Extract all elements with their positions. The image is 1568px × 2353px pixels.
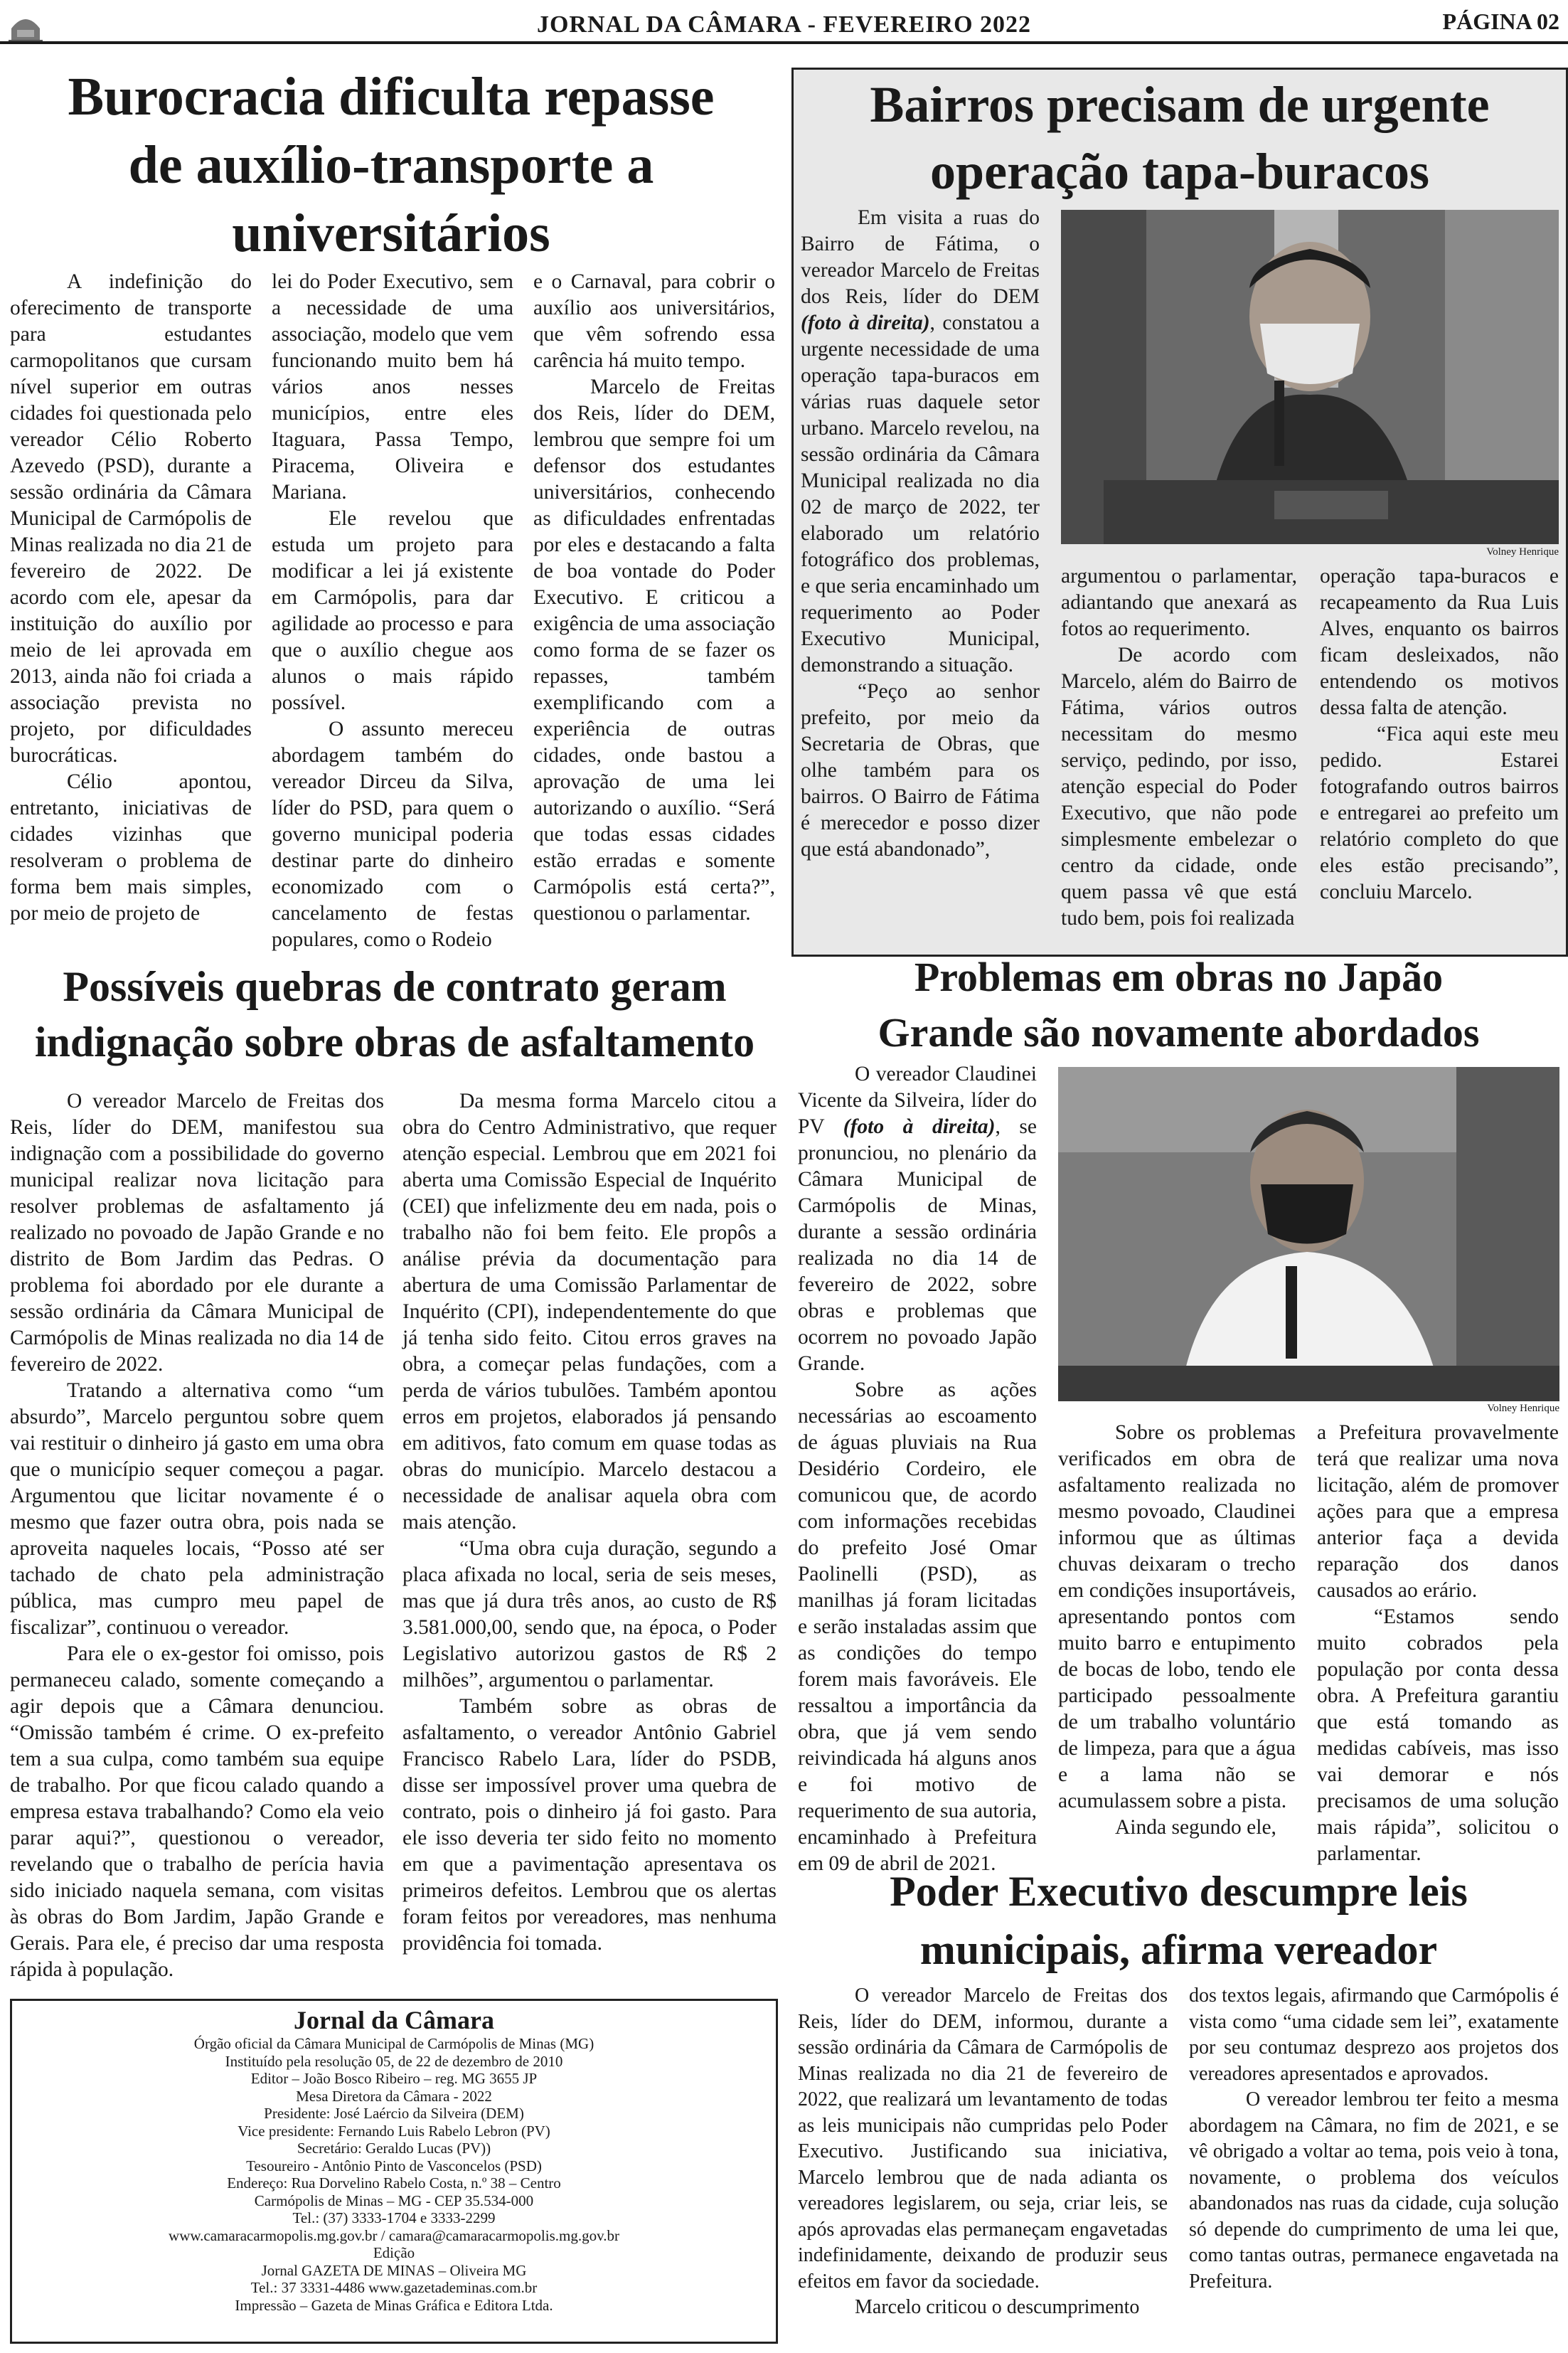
article-column: dos textos legais, afirmando que Carmópolis é vista como “uma cidade sem lei”, exatamente por seu contumaz desprezo aos projetos dos vereadores apresentados e aprovados. O vereador lembrou ter feito a mesma abordagem na Câmara, no fim de 2021, e se vê obrigado a voltar ao tema, pois veio à tona, novamente, o problema dos veículos abandonados nas ruas da cidade, cuja solução só depende do cumprimento de uma lei que, como tantas outras, permanece engavetada na Prefeitura. xyxy=(1189,1985,1559,2293)
article-column: Da mesma forma Marcelo citou a obra do Centro Administrativo, que requer atenção especial. Lembrou que em 2021 foi aberta uma Comissão Especial de Inquérito (CEI) que infelizmente deu em nada, pois o trabalho não foi bem feito. Ele propôs a análise prévia da documentação para abertura de uma Comissão Parlamentar de Inquérito (CPI), independentemente do que já tenha sido feito. Citou erros graves na obra, a começar pelas fundações, com a perda de vários tubulões. Também apontou erros em projetos, elaborados já pensando em aditivos, fato comum em quase todas as obras do município. Marcelo destacou a necessidade de analisar aquela obra com mais atenção. “Uma obra cuja duração, segundo a placa afixada no local, seria de seis meses, mas que já dura três anos, ao custo de R$ 3.581.000,00, sendo que, na época, o Poder Legislativo autorizou gastos de R$ 2 milhões”, argumentou o parlamentar. Também sobre as obras de asfaltamento, o vereador Antônio Gabriel Francisco Rabelo Lara, líder do PSDB, disse ser impossível prover uma quebra de contrato, pois o dinheiro já foi gasto. Para ele isso deveria ter sido feito no momento em que a pavimentação apresentava os primeiros defeitos. Lembrou que os alertas foram feitos por vereadores, mas nenhuma providência foi tomada. xyxy=(402,1090,777,1955)
article-headline: Poder Executivo descumpre leis municipais, afirma vereador xyxy=(890,1868,1468,1973)
masthead-line: Carmópolis de Minas – MG - CEP 35.534-000 xyxy=(254,2192,534,2209)
masthead-line: Editor – João Bosco Ribeiro – reg. MG 3655 JP xyxy=(250,2070,538,2087)
masthead-line: Endereço: Rua Dorvelino Rabelo Costa, n.º 38 – Centro xyxy=(227,2174,561,2192)
page-header xyxy=(0,0,1568,50)
masthead-line: Mesa Diretora da Câmara - 2022 xyxy=(296,2087,492,2105)
masthead-line: Edição xyxy=(373,2244,415,2261)
article-headline: Burocracia dificulta repasse de auxílio-transporte a universitários xyxy=(68,67,715,263)
article-column: lei do Poder Executivo, sem a necessidade de uma associação, modelo que vem funcionando muito bem há vários anos nesses municípios, entre eles Itaguara, Passa Tempo, Piracema, Oliveira e Mariana. Ele revelou que estuda um projeto para modificar a lei já existente em Carmópolis, para dar agilidade ao processo e para que o auxílio chegue aos alunos o mais rápido possível. O assunto mereceu abordagem também do vereador Dirceu da Silva, líder do PSD, para quem o governo municipal poderia destinar parte do dinheiro economizado com o cancelamento de festas populares, como o Rodeio xyxy=(272,270,513,951)
article-headline: Bairros precisam de urgente operação tapa-buracos xyxy=(870,76,1490,200)
photo-credit: Volney Henrique xyxy=(1487,1403,1559,1414)
masthead-box xyxy=(10,1999,778,2344)
masthead-line: Secretário: Geraldo Lucas (PV)) xyxy=(297,2140,491,2157)
article-column: a Prefeitura provavelmente terá que realizar uma nova licitação, além de promover ações para que a empresa anterior faça a devida reparação dos danos causados ao erário. “Estamos sendo muito cobrados pela população por conta dessa obra. A Prefeitura garantiu que está tomando as medidas cabíveis, mas isso vai demorar e nós precisamos de uma solução mais rápida”, solicitou o parlamentar. xyxy=(1317,1421,1559,1865)
councilman-photo xyxy=(1061,210,1559,544)
article-column: argumentou o parlamentar, adiantando que anexará as fotos ao requerimento. De acordo com Marcelo, além do Bairro de Fátima, vários outros necessitam do mesmo serviço, pedindo, por isso, atenção especial do Poder Executivo, que não pode simplesmente embelezar o centro da cidade, onde quem passa vê que está tudo bem, pois foi realizada xyxy=(1061,565,1297,930)
article-column: e o Carnaval, para cobrir o auxílio aos universitários, que vêm sofrendo essa carência há muito tempo. Marcelo de Freitas dos Reis, líder do DEM, lembrou que sempre foi um defensor dos estudantes universitários, conhecendo as dificuldades enfrentadas por eles e destacando a falta de boa vontade do Poder Executivo. E criticou a exigência de uma associação como forma de se fazer os repasses, também exemplificando com a experiência de outras cidades, onde bastou a aprovação de uma lei autorizando o auxílio. “Será que todas essas cidades estão erradas e somente Carmópolis está certa?”, questionou o parlamentar. xyxy=(533,270,775,925)
masthead-line: Instituído pela resolução 05, de 22 de dezembro de 2010 xyxy=(225,2052,563,2070)
newspaper-title: JORNAL DA CÂMARA - FEVEREIRO 2022 xyxy=(536,11,1032,38)
photo-illustration xyxy=(1058,1067,1559,1401)
masthead-line: Tesoureiro - Antônio Pinto de Vasconcelos (PSD) xyxy=(246,2157,542,2174)
article-headline: Possíveis quebras de contrato geram indignação sobre obras de asfaltamento xyxy=(34,963,755,1066)
masthead-line: Jornal GAZETA DE MINAS – Oliveira MG xyxy=(261,2261,527,2279)
photo-credit: Volney Henrique xyxy=(1486,546,1559,558)
masthead-line: Impressão – Gazeta de Minas Gráfica e Editora Ltda. xyxy=(235,2296,553,2314)
councilman-photo xyxy=(1058,1067,1559,1401)
masthead-line: Tel.: (37) 3333-1704 e 3333-2299 xyxy=(292,2209,496,2226)
header-divider xyxy=(0,41,1568,44)
article-column: Em visita a ruas do Bairro de Fátima, o vereador Marcelo de Freitas dos Reis, líder do DEM (foto à direita), constatou a urgente necessidade de uma operação tapa-buracos em várias ruas daquele setor urbano. Marcelo revelou, na sessão ordinária da Câmara Municipal realizada no dia 02 de março de 2022, ter elaborado um relatório fotográfico dos problemas, e que seria encaminhado um requerimento ao Poder Executivo Municipal, demonstrando a situação. “Peço ao senhor prefeito, por meio da Secretaria de Obras, que olhe também para os bairros. O Bairro de Fátima é merecedor e posso dizer que está abandonado”, xyxy=(801,206,1040,861)
masthead-website[interactable]: www.camaracarmopolis.mg.gov.br / camara@camaracarmopolis.mg.gov.br xyxy=(169,2226,619,2244)
photo-illustration xyxy=(1061,210,1559,544)
masthead-line: Presidente: José Laércio da Silveira (DEM) xyxy=(264,2105,524,2122)
masthead-line: Órgão oficial da Câmara Municipal de Carmópolis de Minas (MG) xyxy=(193,2035,594,2052)
article-headline: Problemas em obras no Japão Grande são novamente abordados xyxy=(878,954,1480,1056)
article-column: A indefinição do oferecimento de transporte para estudantes carmopolitanos que cursam nível superior em outras cidades foi questionada pelo vereador Célio Roberto Azevedo (PSD), durante a sessão ordinária da Câmara Municipal de Carmópolis de Minas realizada no dia 21 de fevereiro de 2022. De acordo com ele, apesar da instituição do auxílio por meio de lei aprovada em 2013, ainda não foi criada a associação prevista no projeto, por dificuldades burocráticas. Célio apontou, entretanto, iniciativas de cidades vizinhas que resolveram o problema de forma bem mais simples, por meio de projeto de xyxy=(10,270,252,925)
article-column: operação tapa-buracos e recapeamento da Rua Luis Alves, enquanto os bairros ficam desleixados, não entendendo os motivos dessa falta de atenção. “Fica aqui este meu pedido. Estarei fotografando outros bairros e entregarei ao prefeito um relatório completo do que eles estão precisando”, concluiu Marcelo. xyxy=(1320,565,1559,903)
masthead-title: Jornal da Câmara xyxy=(294,2006,494,2034)
page-number: PÁGINA 02 xyxy=(1442,9,1559,34)
article-column: O vereador Marcelo de Freitas dos Reis, líder do DEM, informou, durante a sessão ordinária da Câmara de Carmópolis de Minas realizada no dia 21 de fevereiro de 2022, que realizará um levantamento de todas as leis municipais não cumpridas pelo Poder Executivo. Justificando sua iniciativa, Marcelo lembrou que de nada adianta os vereadores legislarem, ou seja, criar leis, se após aprovadas elas permaneçam engavetadas indefinidamente, deixando de produzir seus efeitos em favor da sociedade. Marcelo criticou o descumprimento xyxy=(798,1985,1168,2318)
article-column: O vereador Marcelo de Freitas dos Reis, líder do DEM, manifestou sua indignação com a possibilidade do governo municipal realizar nova licitação para resolver problemas de asfaltamento já realizado no povoado de Japão Grande e no distrito de Bom Jardim das Pedras. O problema foi abordado por ele durante a sessão ordinária da Câmara Municipal de Carmópolis de Minas realizada no dia 14 de fevereiro de 2022. Tratando a alternativa como “um absurdo”, Marcelo perguntou sobre quem vai restituir o dinheiro já gasto em uma obra que o município sequer começou a pagar. Argumentou que licitar novamente é o mesmo que fazer outra obra, pois nada se aproveita naqueles locais, “Posso até ser tachado de chato pela administração pública, mas cumpro meu papel de fiscalizar”, continuou o vereador. Para ele o ex-gestor foi omisso, pois permaneceu calado, somente começando a agir depois que a Câmara denunciou. “Omissão também é crime. O ex-prefeito tem a sua culpa, como também sua equipe de trabalho. Por que ficou calado quando a empresa estava trabalhando? Como ela veio parar aqui?”, questionou o vereador, revelando que o trabalho de perícia havia sido iniciado naquela semana, com visitas às obras do Bom Jardim, Japão Grande e Gerais. Para ele, é preciso dar uma resposta rápida à população. xyxy=(10,1090,384,1981)
article-column: Sobre os problemas verificados em obra de asfaltamento realizada no mesmo povoado, Claudinei informou que as últimas chuvas deixaram o trecho em condições insuportáveis, apresentando pontos com muito barro e entupimento de bocas de lobo, tendo ele participado pessoalmente de um trabalho voluntário de limpeza, para que a água e a lama não se acumulassem sobre a pista. Ainda segundo ele, xyxy=(1058,1421,1296,1839)
article-column: O vereador Claudinei Vicente da Silveira, líder do PV (foto à direita), se pronunciou, no plenário da Câmara Municipal de Carmópolis de Minas, durante a sessão ordinária realizada no dia 14 de fevereiro de 2022, sobre obras e problemas que ocorrem no povoado Japão Grande. Sobre as ações necessárias ao escoamento de águas pluviais na Rua Desidério Cordeiro, ele comunicou que, de acordo com informações recebidas do prefeito José Omar Paolinelli (PSD), as manilhas já foram licitadas e serão instaladas assim que as condições do tempo forem mais favoráveis. Ele ressaltou a importância da obra, que já vem sendo reivindicada há alguns anos e foi motivo de requerimento de sua autoria, encaminhado à Prefeitura em 09 de abril de 2021. xyxy=(798,1063,1037,1875)
masthead-line: Tel.: 37 3331-4486 www.gazetademinas.com.br xyxy=(250,2279,538,2296)
masthead-line: Vice presidente: Fernando Luis Rabelo Lebron (PV) xyxy=(238,2122,550,2140)
